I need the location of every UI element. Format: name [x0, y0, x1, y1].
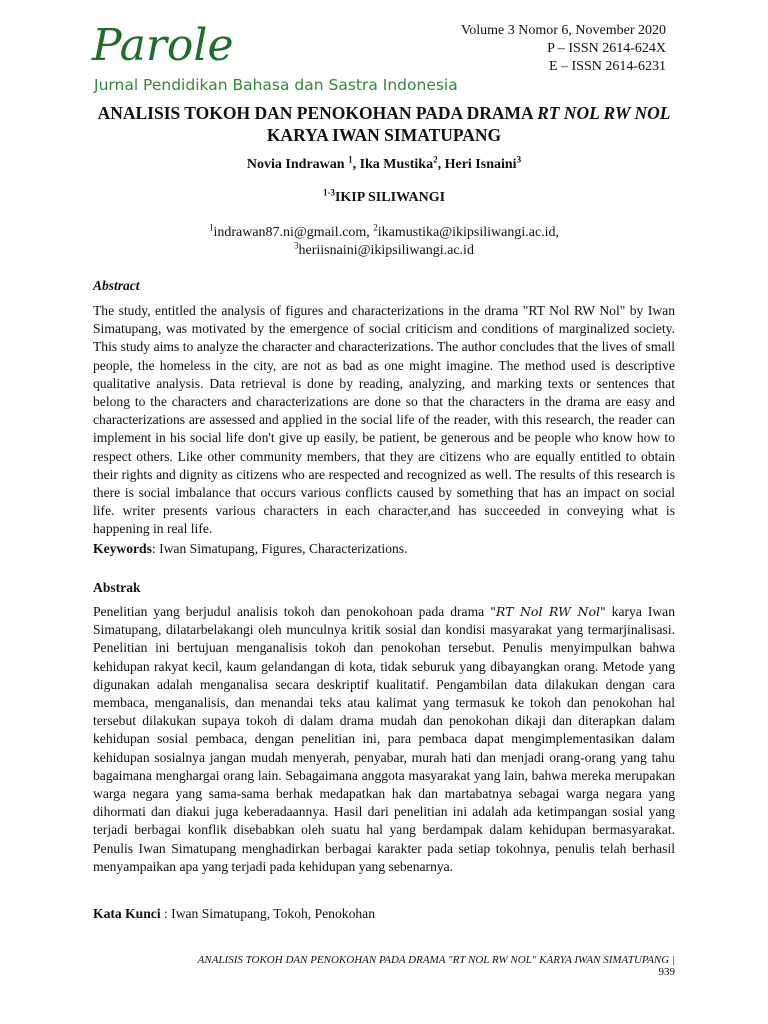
- abstract-body: The study, entitled the analysis of figures and characterizations in the drama "RT Nol RW Nol" by Iwan Simatupang, was motivated by the emergence of social criticism and conditions of marginalized society. This study aims to analyze the character and characterizations. The author concludes that the lives of small people, the homeless in the city, are not as bad as one might imagine. The method used is descriptive qualitative analysis. Data retrieval is done by reading, analyzing, and marking texts or sentences that belong to the characters and characterizations are done so that the characters in the drama are easy and characterizations are assessed and applied in the social life of the reader, with this research, the reader can implement in his social life don't give up easily, be patient, be generous and be people who know how to respect others. Like other community members, that they are citizens who are equally entitled to obtain their rights and dignity as citizens who are respected and recognized as well. The results of this research is there is social imbalance that occurs various conflicts caused by something that has an impact on social life. writer presents various characters in each character,and has succeeded in conveying what is happening in real life.: [93, 303, 675, 537]
- author-emails: $^1$indrawan87.ni@gmail.com, $^2$ikamustika@ikipsiliwangi.ac.id, $^3$heriisnaini@ikipsiliwangi.ac.id: [208, 222, 560, 258]
- volume-info: Volume 3 Nomor 6, November 2020: [460, 23, 666, 38]
- journal-masthead: [461, 22, 666, 76]
- logo-wordmark: Parole: [92, 20, 234, 71]
- kata-kunci: Kata Kunci : Iwan Simatupang, Tokoh, Penokohan: [93, 906, 375, 921]
- abstrak-heading: Abstrak: [93, 580, 141, 595]
- page-number: 939: [658, 966, 675, 978]
- email-link[interactable]: heriisnaini@ikipsiliwangi.ac.id: [298, 243, 474, 258]
- email-link[interactable]: indrawan87.ni@gmail.com,: [213, 225, 374, 240]
- electronic-issn: E – ISSN 2614-6231: [548, 59, 666, 74]
- logo-subtitle: Jurnal Pendidikan Bahasa dan Sastra Indonesia: [94, 76, 458, 94]
- drama-title: "RT Nol RW Nol": [490, 604, 606, 619]
- affiliation: $^{1-3}$IKIP SILIWANGI: [322, 187, 446, 205]
- title-drama-name: RT NOL RW NOL: [537, 103, 671, 123]
- abstract-heading: Abstract: [93, 278, 140, 293]
- print-issn: P – ISSN 2614-624X: [547, 41, 666, 56]
- author-list: Novia Indrawan $^1$, Ika Mustika$^2$, Heri Isnaini$^3$: [246, 154, 522, 172]
- running-footer: ANALISIS TOKOH DAN PENOKOHAN PADA DRAMA "RT NOL RW NOL" KARYA IWAN SIMATUPANG |: [197, 954, 675, 966]
- article-title: ANALISIS TOKOH DAN PENOKOHAN PADA DRAMA RT NOL RW NOL KARYA IWAN SIMATUPANG: [97, 103, 671, 145]
- email-link[interactable]: ikamustika@ikipsiliwangi.ac.id,: [377, 225, 560, 240]
- journal-logo: [92, 16, 458, 96]
- abstrak-body: Penelitian yang berjudul analisis tokoh dan penokohoan pada drama "RT Nol RW Nol" karya Iwan Simatupang, dilatarbelakangi oleh munculnya kritik sosial dan kondisi masyarakat yang termarjinalisasi. Penelitian ini bertujuan menganalisis tokoh dan penokohan tersebut. Penulis menyimpulkan bahwa kehidupan rakyat kecil, kaum gelandangan di kota, tidak seburuk yang dibayangkan orang. Metode yang digunakan adalah menganalisa secara deskriptif kualitatif. Pengambilan data dilakukan dengan cara membaca, menganalisis, dan menandai teks atau kalimat yang termasuk ke tokoh dan penokohan hal tersebut dilakukan supaya tokoh di dalam drama mudah dan penokohan dikaji dan diterapkan dalam kehidupan sosial pembaca, dengan penelitian ini, para pembaca dapat mengimplementasikan dalam kehidupan sosialnya jangan mudah menyerah, penyabar, murah hati dan menjadi orang-orang yang tahu bagaimana menghargai orang lain. Sebagaimana anggota masyarakat yang lain, bahwa mereka merupakan warga negara yang sama-sama berhak medapatkan hak dan martabatnya sebagai warga negara yang dihormati dan diakui juga keberadaannya. Hasil dari penelitian ini adalah ada ketimpangan sosial yang terjadi berbagai konflik disebabkan oleh suatu hal yang berdampak dalam kehidupan bermasyarakat. Penulis Iwan Simatupang menghadirkan berbagai karakter pada setiap tokohnya, penulis telah berhasil menyampaikan apa yang terjadi pada kehidupan yang sebenarnya.: [93, 604, 676, 874]
- keywords: Keywords: Iwan Simatupang, Figures, Characterizations.: [93, 541, 408, 556]
